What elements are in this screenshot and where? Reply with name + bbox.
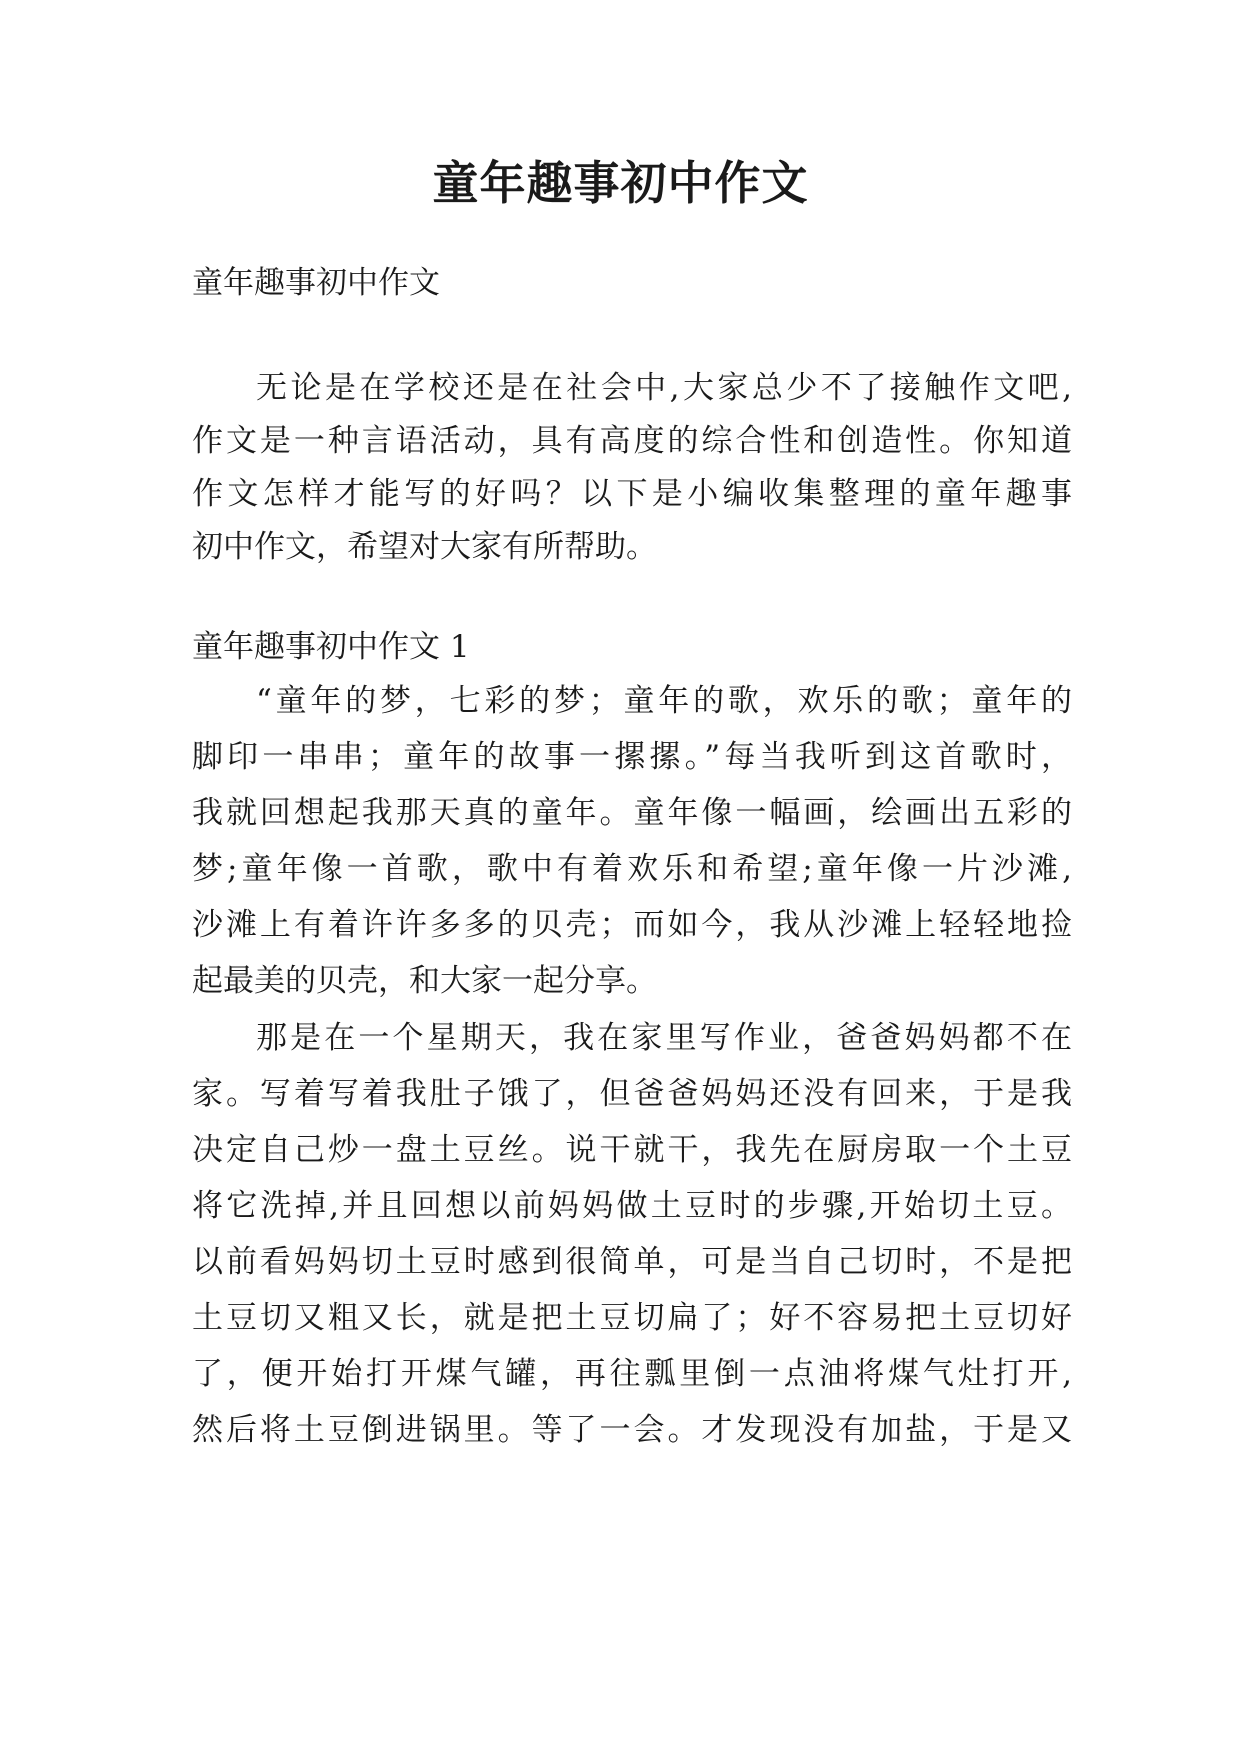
paragraph-line: 那是在一个星期天，我在家里写作业，爸爸妈妈都不在 (256, 1020, 1072, 1056)
paragraph-line: 将它洗掉,并且回想以前妈妈做土豆时的步骤,开始切土豆。 (192, 1188, 1072, 1224)
paragraph-line: “童年的梦，七彩的梦；童年的歌，欢乐的歌；童年的 (256, 683, 1072, 719)
paragraph-line: 家。写着写着我肚子饿了，但爸爸妈妈还没有回来，于是我 (192, 1076, 1072, 1112)
paragraph-line: 以前看妈妈切土豆时感到很简单，可是当自己切时，不是把 (192, 1244, 1072, 1280)
intro-line: 作文怎样才能写的好吗？以下是小编收集整理的童年趣事 (192, 476, 1072, 512)
intro-line: 初中作文，希望对大家有所帮助。 (192, 529, 657, 565)
document-subtitle: 童年趣事初中作文 (192, 265, 440, 301)
paragraph-line: 了，便开始打开煤气罐，再往瓢里倒一点油将煤气灶打开, (192, 1356, 1072, 1392)
paragraph-line: 决定自己炒一盘土豆丝。说干就干，我先在厨房取一个土豆 (192, 1132, 1072, 1168)
paragraph-line: 我就回想起我那天真的童年。童年像一幅画，绘画出五彩的 (192, 795, 1072, 831)
paragraph-line: 沙滩上有着许许多多的贝壳；而如今，我从沙滩上轻轻地捡 (192, 907, 1072, 943)
section-heading: 童年趣事初中作文 1 (192, 629, 470, 665)
paragraph-line: 起最美的贝壳，和大家一起分享。 (192, 963, 657, 999)
intro-line: 无论是在学校还是在社会中,大家总少不了接触作文吧, (256, 370, 1072, 406)
paragraph-line: 土豆切又粗又长，就是把土豆切扁了；好不容易把土豆切好 (192, 1300, 1072, 1336)
document-title: 童年趣事初中作文 (432, 156, 809, 210)
intro-line: 作文是一种言语活动，具有高度的综合性和创造性。你知道 (192, 423, 1072, 459)
paragraph-line: 梦;童年像一首歌，歌中有着欢乐和希望;童年像一片沙滩, (192, 851, 1072, 887)
paragraph-line: 然后将土豆倒进锅里。等了一会。才发现没有加盐，于是又 (192, 1412, 1072, 1448)
paragraph-line: 脚印一串串；童年的故事一摞摞。”每当我听到这首歌时， (192, 739, 1072, 775)
